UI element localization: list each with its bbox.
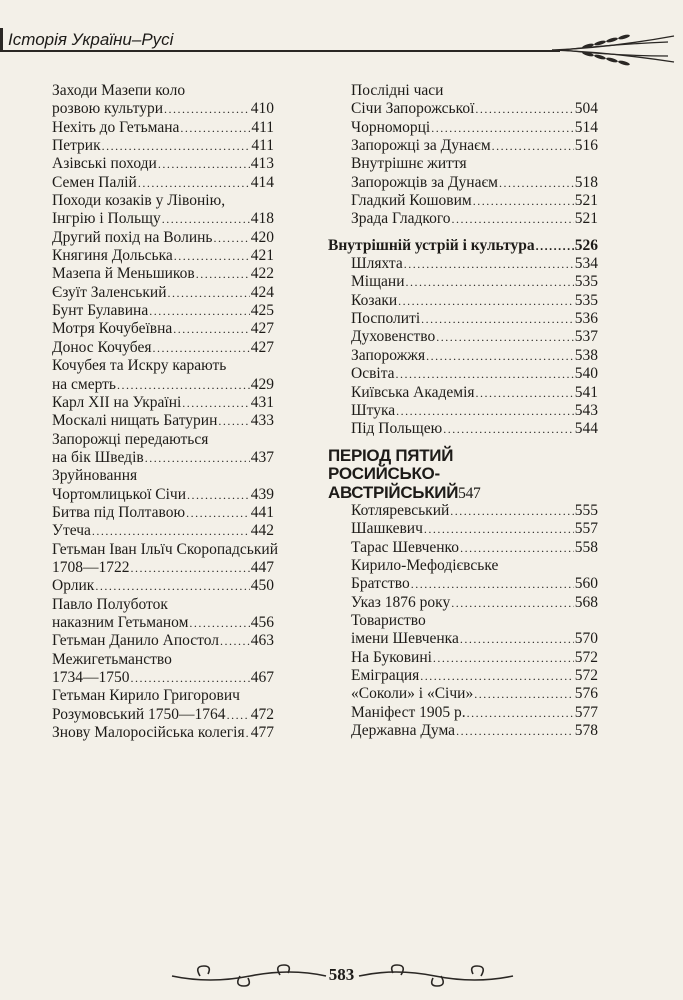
toc-entry[interactable] bbox=[52, 357, 274, 375]
toc-entry[interactable] bbox=[52, 431, 274, 449]
toc-entry-label: Чорноморці bbox=[351, 118, 431, 136]
toc-entry[interactable] bbox=[328, 685, 598, 703]
toc-entry-page: 431 bbox=[250, 393, 274, 411]
toc-entry-label: На Буковині bbox=[351, 648, 432, 666]
leader-dots bbox=[218, 412, 249, 430]
leader-dots bbox=[182, 394, 249, 412]
toc-entry-page: 411 bbox=[251, 118, 274, 136]
toc-entry-label: Карл XII на Україні bbox=[52, 393, 182, 411]
toc-entry-page: 447 bbox=[250, 558, 274, 576]
toc-entry-page: 424 bbox=[250, 283, 274, 301]
leader-dots bbox=[433, 649, 574, 667]
toc-entry-page: 540 bbox=[574, 365, 598, 383]
toc-entry-label: Послідні часи bbox=[351, 82, 444, 99]
toc-entry-label: Княгиня Дольська bbox=[52, 247, 173, 265]
toc-entry-label: Духовенство bbox=[351, 328, 436, 346]
header-left-bar bbox=[0, 28, 3, 50]
leader-dots bbox=[131, 559, 250, 577]
toc-entry-page: 578 bbox=[574, 722, 598, 740]
leader-dots bbox=[196, 265, 250, 283]
toc-entry[interactable] bbox=[52, 467, 274, 485]
toc-entry-label: Котляревський bbox=[351, 502, 450, 520]
toc-right-column bbox=[328, 82, 598, 741]
toc-entry-label: наказним Гетьманом bbox=[52, 613, 189, 631]
toc-entry[interactable] bbox=[52, 339, 274, 357]
toc-entry-label: Братство bbox=[351, 575, 410, 593]
leader-dots bbox=[173, 320, 249, 338]
toc-entry-page: 477 bbox=[250, 724, 274, 742]
toc-entry-page: 577 bbox=[574, 703, 598, 721]
leader-dots bbox=[426, 347, 574, 365]
toc-entry[interactable] bbox=[52, 577, 274, 595]
toc-entry-label: Штука bbox=[351, 401, 396, 419]
leader-dots bbox=[396, 402, 574, 420]
leader-dots bbox=[145, 449, 250, 467]
toc-entry[interactable] bbox=[52, 302, 274, 320]
toc-entry[interactable] bbox=[328, 292, 598, 310]
header-rule bbox=[0, 50, 560, 52]
leader-dots bbox=[158, 155, 250, 173]
toc-entry-label: Державна Дума bbox=[351, 722, 456, 740]
leader-dots bbox=[174, 247, 250, 265]
leader-dots bbox=[452, 210, 574, 228]
leader-dots bbox=[492, 137, 574, 155]
toc-entry[interactable] bbox=[328, 155, 598, 173]
toc-entry[interactable] bbox=[52, 596, 274, 614]
toc-entry-label: Запорожці за Дунаєм bbox=[351, 137, 491, 155]
toc-entry[interactable] bbox=[328, 137, 598, 155]
toc-entry[interactable] bbox=[328, 210, 598, 228]
leader-dots bbox=[456, 722, 574, 740]
toc-entry-page: 572 bbox=[574, 667, 598, 685]
page-number: 583 bbox=[328, 965, 355, 984]
leader-dots bbox=[186, 504, 250, 522]
toc-entry[interactable] bbox=[328, 612, 598, 630]
toc-entry-label: Зруйновання bbox=[52, 467, 138, 485]
toc-entry-page: 437 bbox=[250, 448, 274, 466]
toc-entry-label: імени Шевченка bbox=[351, 630, 459, 648]
toc-entry-page: 570 bbox=[574, 630, 598, 648]
toc-entry-label: 1734—1750 bbox=[52, 669, 130, 686]
leader-dots bbox=[164, 100, 250, 118]
toc-entry-label: Заходи Мазепи коло bbox=[52, 82, 186, 99]
toc-entry-label: Товариство bbox=[351, 612, 426, 630]
toc-entry-page: 544 bbox=[574, 420, 598, 438]
toc-entry[interactable] bbox=[52, 614, 274, 632]
toc-entry-page: 541 bbox=[574, 383, 598, 401]
leader-dots bbox=[460, 539, 574, 557]
toc-entry[interactable] bbox=[52, 394, 274, 412]
toc-entry-label: Петрик bbox=[52, 137, 101, 155]
toc-entry[interactable] bbox=[328, 502, 598, 520]
toc-entry[interactable] bbox=[328, 192, 598, 210]
toc-entry[interactable] bbox=[328, 402, 598, 420]
toc-entry-page: 425 bbox=[250, 302, 274, 320]
toc-entry-page: 456 bbox=[250, 613, 274, 631]
toc-entry[interactable] bbox=[328, 273, 598, 291]
toc-entry-label: Орлик bbox=[52, 577, 95, 595]
toc-entry-page: 514 bbox=[574, 118, 598, 136]
toc-entry-label: Освіта bbox=[351, 365, 395, 383]
toc-entry[interactable] bbox=[52, 486, 274, 504]
leader-dots bbox=[424, 520, 574, 538]
leader-dots bbox=[152, 339, 249, 357]
toc-entry-page: 410 bbox=[250, 100, 274, 118]
toc-entry[interactable] bbox=[52, 540, 278, 559]
toc-entry[interactable] bbox=[52, 174, 274, 192]
leader-dots bbox=[404, 255, 574, 273]
leader-dots bbox=[131, 669, 250, 687]
leader-dots bbox=[431, 119, 574, 137]
toc-entry[interactable] bbox=[52, 632, 274, 650]
toc-entry-label: «Соколи» і «Січи» bbox=[351, 685, 474, 703]
toc-entry-page: 427 bbox=[250, 320, 274, 338]
toc-entry-label: Тарас Шевченко bbox=[351, 538, 460, 556]
toc-entry-label: Міщани bbox=[351, 273, 405, 291]
toc-entry-label: Донос Кочубея bbox=[52, 338, 152, 356]
toc-entry-label: Внутрішнє життя bbox=[351, 155, 467, 173]
toc-entry[interactable] bbox=[328, 255, 598, 273]
toc-entry[interactable] bbox=[52, 412, 274, 430]
wheat-ornament-icon bbox=[548, 28, 678, 68]
toc-entry[interactable] bbox=[52, 504, 274, 522]
leader-dots bbox=[411, 575, 574, 593]
period-heading-line: РОСИЙСЬКО- bbox=[328, 464, 440, 484]
toc-entry[interactable] bbox=[328, 174, 598, 192]
toc-left-column bbox=[52, 82, 278, 742]
toc-entry-page: 568 bbox=[574, 593, 598, 611]
leader-dots bbox=[220, 632, 250, 650]
toc-entry-label: Шляхта bbox=[351, 255, 403, 273]
leader-dots bbox=[95, 577, 249, 595]
toc-entry-page: 535 bbox=[574, 273, 598, 291]
toc-entry-page: 421 bbox=[250, 247, 274, 265]
leader-dots bbox=[421, 310, 574, 328]
toc-entry-page: 450 bbox=[250, 577, 274, 595]
toc-entry-page: 422 bbox=[250, 265, 274, 283]
toc-entry-label: на смерть bbox=[52, 375, 117, 393]
leader-dots bbox=[450, 502, 573, 520]
toc-entry-label: Другий похід на Волинь bbox=[52, 228, 213, 246]
toc-entry-page: 429 bbox=[250, 375, 274, 393]
toc-entry-label: Еміграция bbox=[351, 667, 420, 685]
toc-entry-label: Знову Малоросійська колегія bbox=[52, 724, 245, 742]
leader-dots bbox=[396, 365, 574, 383]
toc-entry[interactable] bbox=[328, 420, 598, 438]
toc-entry-label: Запорожжя bbox=[351, 346, 426, 364]
toc-entry-label: Посполиті bbox=[351, 310, 421, 328]
toc-entry-page: 433 bbox=[250, 412, 274, 430]
toc-entry-label: Азівські походи bbox=[52, 155, 157, 173]
toc-entry-page: 521 bbox=[574, 192, 598, 210]
toc-entry-label: Кирило-Мефодієвське bbox=[351, 557, 499, 575]
toc-entry-label: Москалі нищать Батурин bbox=[52, 412, 218, 430]
toc-entry-page: 516 bbox=[574, 137, 598, 155]
toc-entry-page: 572 bbox=[574, 648, 598, 666]
toc-entry-label: Межигетьманство bbox=[52, 650, 172, 668]
toc-entry[interactable] bbox=[52, 192, 274, 210]
toc-entry-page: 467 bbox=[250, 669, 274, 686]
toc-entry[interactable] bbox=[52, 320, 274, 338]
toc-entry-label: Чортомлицької Січи bbox=[52, 485, 187, 503]
toc-entry-page: 411 bbox=[251, 137, 274, 155]
toc-entry-page: 504 bbox=[574, 100, 598, 118]
toc-entry-label: Гетьман Кирило Григорович bbox=[52, 687, 240, 705]
toc-entry-page: 439 bbox=[250, 485, 274, 503]
toc-entry-page: 535 bbox=[574, 291, 598, 309]
toc-entry[interactable] bbox=[328, 347, 598, 365]
toc-entry[interactable] bbox=[52, 100, 274, 118]
leader-dots bbox=[473, 192, 574, 210]
toc-entry-label: Київська Академія bbox=[351, 383, 475, 401]
toc-entry-label: Павло Полуботок bbox=[52, 595, 168, 613]
toc-entry-label: Маніфест 1905 р. bbox=[351, 703, 466, 721]
toc-entry-label: Гетьман Іван Ільїч Скоропадський bbox=[52, 540, 278, 558]
toc-entry-label: Інгрію і Польщу bbox=[52, 210, 161, 228]
toc-entry[interactable] bbox=[328, 667, 598, 685]
leader-dots bbox=[475, 100, 573, 118]
toc-entry[interactable] bbox=[52, 229, 274, 247]
toc-entry-page: 558 bbox=[574, 538, 598, 556]
toc-entry-label: Семен Палій bbox=[52, 173, 137, 191]
toc-entry-label: Гладкий Кошовим bbox=[351, 192, 472, 210]
toc-entry[interactable] bbox=[52, 669, 274, 687]
toc-entry-label: Кочубея та Искру карають bbox=[52, 357, 227, 375]
toc-entry-label: Мазепа й Меньшиков bbox=[52, 265, 195, 283]
leader-dots bbox=[499, 174, 574, 192]
toc-entry-label: Шашкевич bbox=[351, 520, 423, 538]
leader-dots bbox=[117, 376, 250, 394]
leader-dots bbox=[189, 614, 249, 632]
toc-entry[interactable] bbox=[328, 722, 598, 740]
toc-entry-label: Єзуїт Заленський bbox=[52, 283, 167, 301]
toc-entry[interactable] bbox=[52, 119, 274, 137]
toc-entry-label: Запорожців за Дунаєм bbox=[351, 173, 498, 191]
leader-dots bbox=[406, 273, 574, 291]
toc-entry-label: 1708—1722 bbox=[52, 558, 130, 576]
leader-dots bbox=[180, 119, 250, 137]
toc-entry-label: Нехіть до Гетьмана bbox=[52, 118, 180, 136]
header-title: Історія України–Русі bbox=[8, 30, 174, 49]
toc-entry[interactable] bbox=[328, 119, 598, 137]
period-heading-line: АВСТРІЙСЬКИЙ bbox=[328, 482, 459, 502]
toc-entry[interactable] bbox=[52, 137, 274, 155]
toc-entry-label: Розумовський 1750—1764 bbox=[52, 705, 226, 723]
toc-entry-label: Походи козаків у Лівонію, bbox=[52, 192, 226, 210]
toc-entry[interactable] bbox=[328, 100, 598, 118]
leader-dots bbox=[246, 724, 250, 742]
leader-dots bbox=[467, 704, 574, 722]
toc-entry[interactable] bbox=[328, 594, 598, 612]
toc-entry-page: 560 bbox=[574, 575, 598, 593]
toc-entry[interactable] bbox=[52, 155, 274, 173]
toc-entry-page: 418 bbox=[250, 210, 274, 228]
toc-entry-label: Запорожці передаються bbox=[52, 430, 209, 448]
toc-entry[interactable] bbox=[52, 559, 274, 577]
toc-entry-label: Бунт Булавина bbox=[52, 302, 149, 320]
toc-entry-page: 414 bbox=[250, 173, 274, 191]
leader-dots bbox=[460, 630, 574, 648]
toc-entry-label: Указ 1876 року bbox=[351, 593, 451, 611]
leader-dots bbox=[102, 137, 251, 155]
toc-entry-page: 427 bbox=[250, 338, 274, 356]
toc-entry-label: Січи Запорожської bbox=[351, 100, 475, 118]
toc-entry[interactable] bbox=[52, 706, 274, 724]
toc-entry-label: Під Польщею bbox=[351, 420, 443, 438]
toc-entry[interactable] bbox=[52, 687, 274, 705]
toc-entry[interactable] bbox=[52, 265, 274, 283]
toc-entry[interactable] bbox=[328, 82, 598, 100]
toc-entry[interactable] bbox=[52, 651, 274, 669]
toc-entry[interactable] bbox=[328, 539, 598, 557]
toc-section-entry[interactable] bbox=[328, 237, 598, 255]
toc-entry-page: 463 bbox=[250, 632, 274, 650]
toc-entry-page: 538 bbox=[574, 346, 598, 364]
toc-entry-page: 557 bbox=[574, 520, 598, 538]
toc-entry-label: Внутрішній устрій і культура bbox=[328, 236, 535, 254]
leader-dots bbox=[187, 486, 250, 504]
leader-dots bbox=[138, 174, 250, 192]
period-heading-line: ПЕРІОД ПЯТИЙ bbox=[328, 445, 454, 465]
running-header bbox=[0, 28, 683, 68]
toc-entry[interactable] bbox=[328, 310, 598, 328]
leader-dots bbox=[214, 229, 250, 247]
leader-dots bbox=[162, 210, 250, 228]
toc-entry-page: 442 bbox=[250, 522, 274, 540]
toc-entry-page: 472 bbox=[250, 705, 274, 723]
toc-entry-label: на бік Шведів bbox=[52, 448, 144, 466]
leader-dots bbox=[436, 328, 573, 346]
toc-entry[interactable] bbox=[328, 575, 598, 593]
toc-entry[interactable] bbox=[328, 328, 598, 346]
leader-dots bbox=[398, 292, 574, 310]
leader-dots bbox=[227, 706, 250, 724]
scroll-ornament-right-icon bbox=[355, 962, 515, 988]
toc-entry-label: Гетьман Данило Апостол bbox=[52, 632, 220, 650]
toc-entry-label: Битва під Полтавою bbox=[52, 503, 186, 521]
toc-entry[interactable] bbox=[52, 449, 274, 467]
period-heading[interactable] bbox=[328, 447, 598, 503]
toc-entry[interactable] bbox=[52, 82, 274, 100]
toc-entry[interactable] bbox=[328, 365, 598, 383]
leader-dots bbox=[168, 284, 250, 302]
toc-entry-label: розвою культури bbox=[52, 100, 163, 118]
toc-entry[interactable] bbox=[52, 724, 274, 742]
leader-dots bbox=[420, 667, 573, 685]
leader-dots bbox=[149, 302, 250, 320]
toc-entry-label: Зрада Гладкого bbox=[351, 210, 451, 228]
leader-dots bbox=[474, 685, 574, 703]
toc-entry-page: 518 bbox=[574, 173, 598, 191]
leader-dots bbox=[476, 384, 574, 402]
leader-dots bbox=[92, 522, 250, 540]
toc-entry[interactable] bbox=[52, 210, 274, 228]
toc-entry-page: 441 bbox=[250, 503, 274, 521]
toc-entry-page: 420 bbox=[250, 228, 274, 246]
toc-entry[interactable] bbox=[328, 520, 598, 538]
toc-entry[interactable] bbox=[328, 704, 598, 722]
toc-entry-label: Козаки bbox=[351, 291, 398, 309]
toc-entry-page: 537 bbox=[574, 328, 598, 346]
toc-entry-page: 576 bbox=[574, 685, 598, 703]
toc-entry-page: 547 bbox=[458, 484, 481, 502]
toc-entry-page: 413 bbox=[250, 155, 274, 173]
toc-entry[interactable] bbox=[52, 376, 274, 394]
page-footer bbox=[0, 960, 683, 1000]
toc-entry[interactable] bbox=[328, 630, 598, 648]
toc-entry-label: Мотря Кочубеївна bbox=[52, 320, 173, 338]
toc-entry[interactable] bbox=[52, 284, 274, 302]
toc-entry[interactable] bbox=[328, 384, 598, 402]
toc-entry[interactable] bbox=[52, 522, 274, 540]
toc-entry[interactable] bbox=[328, 557, 598, 575]
toc-entry[interactable] bbox=[328, 649, 598, 667]
toc-entry-page: 526 bbox=[574, 236, 598, 254]
toc-entry-page: 534 bbox=[574, 255, 598, 273]
toc-entry-label: Утеча bbox=[52, 522, 91, 540]
leader-dots bbox=[451, 594, 574, 612]
toc-entry-page: 555 bbox=[574, 502, 598, 520]
leader-dots bbox=[443, 420, 574, 438]
toc-entry-page: 543 bbox=[574, 401, 598, 419]
toc-entry[interactable] bbox=[52, 247, 274, 265]
toc-entry-page: 536 bbox=[574, 310, 598, 328]
leader-dots bbox=[536, 237, 574, 255]
toc-entry-page: 521 bbox=[574, 210, 598, 228]
